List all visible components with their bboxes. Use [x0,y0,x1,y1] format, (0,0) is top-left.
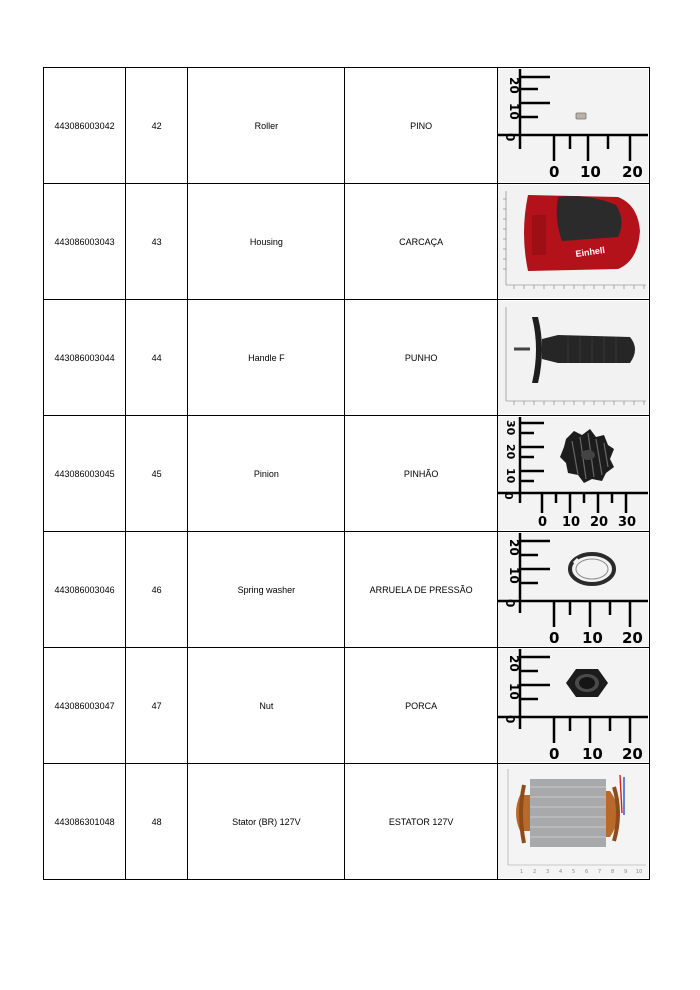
part-name-portuguese: PORCA [345,648,497,764]
x-tick-label: 10 [636,869,643,875]
position-number: 46 [126,532,188,648]
y-tick-label: 0 [503,599,518,608]
part-name-english: Roller [188,68,345,184]
spare-parts-table [43,67,650,880]
x-tick-label: 8 [611,869,615,875]
part-code: 443086003045 [44,416,126,532]
x-tick-label: 0 [549,745,560,762]
table-row [44,68,650,184]
part-name-portuguese: PUNHO [345,300,497,416]
y-tick-label: 0 [503,133,518,142]
position-number: 48 [126,764,188,880]
part-code: 443086003044 [44,300,126,416]
table-row [44,300,650,416]
y-tick-label: 0 [502,492,516,500]
y-tick-label: 10 [507,567,522,584]
stator-photo [498,765,648,878]
x-tick-label: 1 [520,869,524,875]
table-row [44,648,650,764]
y-tick-label: 20 [507,77,522,94]
x-tick-label: 0 [538,515,548,530]
part-photo-cell [497,764,649,880]
part-name-english: Handle F [188,300,345,416]
position-number: 44 [126,300,188,416]
y-tick-label: 0 [503,715,518,724]
housing-photo [498,185,648,298]
hex-nut-photo [498,649,648,762]
position-number: 47 [126,648,188,764]
y-tick-label: 30 [504,420,518,436]
position-number: 45 [126,416,188,532]
part-photo-cell [497,184,649,300]
table-row [44,532,650,648]
part-photo-cell [497,648,649,764]
handle-grip [542,335,635,363]
x-tick-label: 20 [622,629,644,646]
part-name-portuguese: PINHÃO [345,416,497,532]
part-name-english: Nut [188,648,345,764]
part-code: 443086003042 [44,68,126,184]
x-tick-label: 0 [549,163,560,181]
position-number: 42 [126,68,188,184]
roller-pin-photo [498,69,648,182]
part-code: 443086003046 [44,532,126,648]
part-photo-cell [497,68,649,184]
part-name-portuguese: CARCAÇA [345,184,497,300]
x-tick-label: 3 [546,869,550,875]
x-tick-label: 0 [549,629,560,646]
x-tick-label: 20 [622,745,644,762]
part-name-english: Housing [188,184,345,300]
handle-photo [498,301,648,414]
part-name-english: Spring washer [188,532,345,648]
x-tick-label: 7 [598,869,602,875]
x-tick-label: 9 [624,869,628,875]
y-tick-label: 20 [507,655,522,672]
pinion-gear-photo [498,417,648,530]
x-tick-label: 4 [559,869,563,875]
part-name-portuguese: PINO [345,68,497,184]
part-name-english: Pinion [188,416,345,532]
brand-logo: Einhell [575,244,606,259]
x-tick-label: 20 [590,515,609,530]
x-tick-label: 6 [585,869,589,875]
x-tick-label: 10 [562,515,581,530]
y-tick-label: 10 [507,683,522,700]
part-photo-cell [497,532,649,648]
x-tick-label: 2 [533,869,537,875]
x-tick-label: 10 [582,629,604,646]
part-name-english: Stator (BR) 127V [188,764,345,880]
table-row [44,764,650,880]
table-row [44,416,650,532]
y-tick-label: 10 [507,103,522,120]
position-number: 43 [126,184,188,300]
y-tick-label: 10 [504,468,518,484]
y-tick-label: 20 [507,539,522,556]
part-photo-cell [497,416,649,532]
roller-pin-shape [576,113,586,119]
x-tick-label: 10 [582,745,604,762]
x-tick-label: 20 [622,163,644,181]
part-name-portuguese: ESTATOR 127V [345,764,497,880]
spring-washer-photo [498,533,648,646]
part-code: 443086003047 [44,648,126,764]
table-row [44,184,650,300]
part-code: 443086301048 [44,764,126,880]
part-name-portuguese: ARRUELA DE PRESSÃO [345,532,497,648]
part-code: 443086003043 [44,184,126,300]
part-photo-cell [497,300,649,416]
x-tick-label: 10 [580,163,602,181]
x-tick-label: 30 [618,515,637,530]
y-tick-label: 20 [504,444,518,460]
x-tick-label: 5 [572,869,576,875]
